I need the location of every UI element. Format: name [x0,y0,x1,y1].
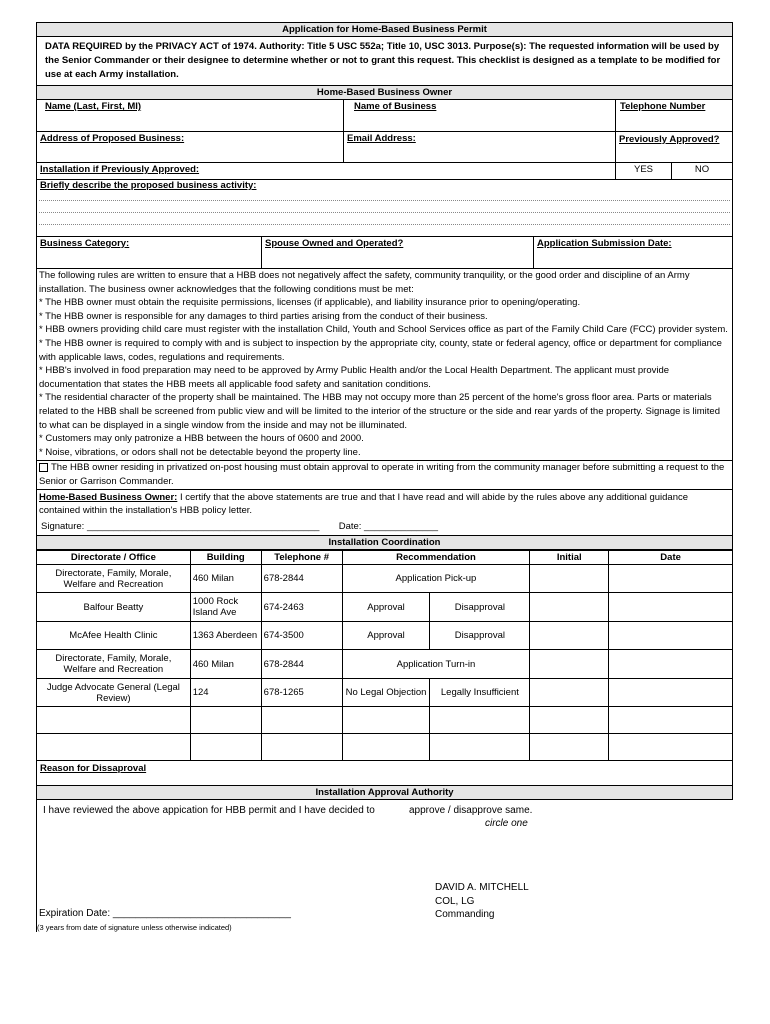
privacy-row [36,37,733,85]
office-cell: McAfee Health Clinic [37,622,191,650]
activity-field[interactable] [37,180,732,192]
category-label: Business Category: [40,238,130,249]
blank-cell[interactable] [37,707,191,734]
approval-options[interactable]: approve / disapprove same. [409,805,533,817]
disapproval-option[interactable]: Disapproval [430,593,530,622]
email-label: Email Address: [347,133,416,144]
submission-date-label: Application Submission Date: [537,238,672,249]
business-name-label: Name of Business [354,101,437,112]
certification-date-line[interactable]: Date: ______________ [338,520,439,532]
activity-lines[interactable] [37,192,732,236]
activity-row [36,180,733,237]
office-cell: Balfour Beatty [37,593,191,622]
form-title-row [36,22,733,37]
yes-option[interactable]: YES [616,163,672,179]
table-row [37,707,733,734]
col-recommendation: Recommendation [342,551,530,565]
building-cell: 1000 Rock Island Ave [190,593,261,622]
reason-row [36,761,733,786]
privatized-row [36,461,733,489]
telephone-field[interactable] [616,100,732,131]
blank-cell[interactable] [342,707,430,734]
initial-cell[interactable] [530,622,609,650]
building-cell: 460 Milan [190,650,261,679]
coordination-header-row [36,536,733,550]
approval-header-row [36,786,733,800]
blank-cell[interactable] [37,734,191,761]
blank-cell[interactable] [261,707,342,734]
table-row [37,593,733,622]
date-cell[interactable] [609,650,733,679]
blank-cell[interactable] [190,734,261,761]
installation-label: Installation if Previously Approved: [40,164,200,175]
coordination-header: Installation Coordination [37,536,732,549]
hbb-permit-form [36,22,733,918]
col-building: Building [190,551,261,565]
table-row [37,650,733,679]
telephone-label: Telephone Number [620,101,706,112]
date-cell[interactable] [609,679,733,707]
building-cell: 124 [190,679,261,707]
activity-label: Briefly describe the proposed business activity: [40,180,257,191]
no-legal-objection-option[interactable]: No Legal Objection [342,679,430,707]
prev-approved-field [616,132,732,162]
installation-row [36,163,733,180]
blank-cell[interactable] [530,707,609,734]
blank-cell[interactable] [609,707,733,734]
blank-cell[interactable] [430,707,530,734]
coordination-header-cells [37,551,733,565]
phone-cell: 678-2844 [261,650,342,679]
expiration-note: (3 years from date of signature unless otherwise indicated) [37,923,232,932]
building-cell: 460 Milan [190,565,261,593]
form-title: Application for Home-Based Business Permit [37,23,732,36]
date-cell[interactable] [609,622,733,650]
address-field[interactable] [37,132,344,162]
circle-one-note: circle one [485,818,528,830]
blank-cell[interactable] [261,734,342,761]
reason-label: Reason for Dissaproval [40,763,147,775]
blank-cell[interactable] [609,734,733,761]
spouse-field[interactable] [262,237,534,268]
owner-header-row [36,85,733,100]
category-field[interactable] [37,237,262,268]
name-row [36,100,733,132]
office-cell: Directorate, Family, Morale, Welfare and Recreation [37,565,191,593]
blank-cell[interactable] [190,707,261,734]
approval-option[interactable]: Approval [342,622,430,650]
table-row [37,565,733,593]
privacy-statement: DATA REQUIRED by the PRIVACY ACT of 1974. Authority: Title 5 USC 552a; Title 10, USC 3013. Purpose(s): The requested information will be used by the Senior Commander or their designee to determine whether or not to grant this request. This checklist is designed as a template to be modified for use at each Army installation. [45,41,721,80]
certification-text: I certify that the above statements are true and that I have read and will abide by the rules above any additional guidance contained within the installation's HBB policy letter. [39,491,689,517]
business-name-field[interactable] [344,100,616,131]
legally-insufficient-option[interactable]: Legally Insufficient [430,679,530,707]
phone-cell: 678-1265 [261,679,342,707]
rule-item: * Noise, vibrations, or odors shall not be detectable beyond the property line. [39,446,361,458]
rule-item: * The HBB owner is required to comply with and is subject to inspection by the appropriate city, county, state or federal agency, office or department for compliance with applicable laws, codes, regulations and requirements. [39,337,722,363]
owner-name-label: Name (Last, First, MI) [45,101,142,112]
recommendation-cell[interactable]: Application Pick-up [342,565,530,593]
phone-cell: 674-3500 [261,622,342,650]
phone-cell: 674-2463 [261,593,342,622]
expiration-date-line[interactable]: Expiration Date: ________________________________ [39,908,291,919]
col-date: Date [609,551,733,565]
certification-label: Home-Based Business Owner: [39,491,178,503]
signer-name: DAVID A. MITCHELL [435,882,529,893]
approval-header: Installation Approval Authority [37,786,732,799]
building-cell: 1363 Aberdeen [190,622,261,650]
certification-row [36,490,733,537]
reason-field[interactable] [37,761,732,785]
submission-date-field[interactable] [534,237,732,268]
rule-item: * Customers may only patronize a HBB between the hours of 0600 and 2000. [39,433,364,445]
col-directorate: Directorate / Office [37,551,191,565]
blank-cell[interactable] [342,734,430,761]
rule-item: * The HBB owner is responsible for any damages to third parties arising from the conduct of their business. [39,310,488,322]
owner-name-field[interactable] [37,100,344,131]
address-label: Address of Proposed Business: [40,133,185,144]
table-row [37,622,733,650]
blank-cell[interactable] [530,734,609,761]
phone-cell: 678-2844 [261,565,342,593]
rule-item: * The HBB owner must obtain the requisite permissions, licenses (if applicable), and liability insurance prior to opening/operating. [39,297,581,309]
col-telephone: Telephone # [261,551,342,565]
disapproval-option[interactable]: Disapproval [430,622,530,650]
table-row [37,734,733,761]
approval-statement: I have reviewed the above appication for HBB permit and I have decided to [43,805,375,817]
category-row [36,237,733,269]
coordination-table [36,550,733,761]
rules-intro: The following rules are written to ensure that a HBB does not negatively affect the safety, community tranquility, or the good order and discipline of an Army installation. The business owner acknowledges that the following conditions must be met: [39,270,690,295]
spouse-label: Spouse Owned and Operated? [265,238,404,249]
rule-item: * HBB owners providing child care must register with the installation Child, Youth and School Services office as part of the Family Child Care (FCC) provider system. [39,324,728,336]
date-cell[interactable] [609,593,733,622]
email-field[interactable] [344,132,616,162]
office-cell: Directorate, Family, Morale, Welfare and Recreation [37,650,191,679]
date-cell[interactable] [609,565,733,593]
approval-option[interactable]: Approval [342,593,430,622]
rule-item: * The residential character of the property shall be maintained. The HBB may not occupy more than 25 percent of the home's gross floor area. Parts or materials related to the HBB shall be screened from public view and will be limited to the interior of the structure or the side and rear yards of the property. Signage is limited to what can be displayed in a single window from the inside and may not be illuminated. [39,392,721,431]
table-row [37,679,733,707]
initial-cell[interactable] [530,679,609,707]
initial-cell[interactable] [530,650,609,679]
recommendation-cell[interactable]: Application Turn-in [342,650,530,679]
blank-cell[interactable] [430,734,530,761]
initial-cell[interactable] [530,593,609,622]
signer-rank: COL, LG [435,895,475,907]
office-cell: Judge Advocate General (Legal Review) [37,679,191,707]
signer-title: Commanding [435,909,495,920]
rules-block [36,269,733,461]
prev-approved-label: Previously Approved? [619,134,720,145]
no-option[interactable]: NO [694,164,710,175]
installation-field[interactable] [37,163,616,179]
owner-section-header: Home-Based Business Owner [37,86,732,99]
initial-cell[interactable] [530,565,609,593]
address-row [36,132,733,163]
signer-block [435,881,529,922]
approval-body [36,800,733,918]
privatized-checkbox[interactable] [39,463,48,472]
rule-item: * HBB's involved in food preparation may need to be approved by Army Public Health and/or the Local Health Department. The applicant must provide documentation that states the HBB meets all applicable food safety and sanitation conditions. [39,365,670,390]
signature-line[interactable]: Signature: ____________________________________________ [41,520,320,532]
privatized-rule: The HBB owner residing in privatized on-post housing must obtain approval to operate in writing from the community manager before submitting a request to the Senior or Garrison Commander. [39,462,725,487]
col-initial: Initial [530,551,609,565]
